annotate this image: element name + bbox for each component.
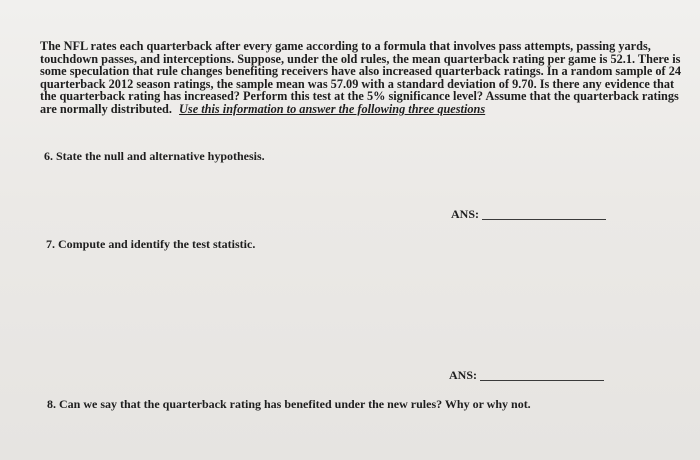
answer-7-label: ANS:	[449, 368, 478, 382]
question-8: 8. Can we say that the quarterback rating has benefited under the new rules? Why or why not.	[47, 397, 531, 411]
instruction-text: Use this information to answer the following three questions	[179, 101, 486, 116]
question-7: 7. Compute and identify the test statistic.	[46, 237, 256, 251]
question-6: 6. State the null and alternative hypothesis.	[44, 149, 265, 163]
answer-7	[449, 368, 604, 383]
answer-6-blank[interactable]	[482, 219, 606, 220]
answer-7-blank[interactable]	[480, 380, 604, 381]
answer-6-label: ANS:	[451, 207, 480, 221]
answer-6	[451, 207, 606, 222]
problem-statement	[40, 40, 692, 116]
problem-intro-text: The NFL rates each quarterback after every game according to a formula that involves pass attempts, passing yards, touchdown passes, and interceptions. Suppose, under the old rules, the mean quarterback rating per game is 52.1. There is some speculation that rule changes benefiting receivers have also increased quarterback ratings. In a random sample of 24 quarterback 2012 season ratings, the sample mean was 57.09 with a standard deviation of 9.70. Is there any evidence that the quarterback rating has increased? Perform this test at the 5% significance level? Assume that the quarterback ratings are normally distributed.	[40, 39, 681, 116]
